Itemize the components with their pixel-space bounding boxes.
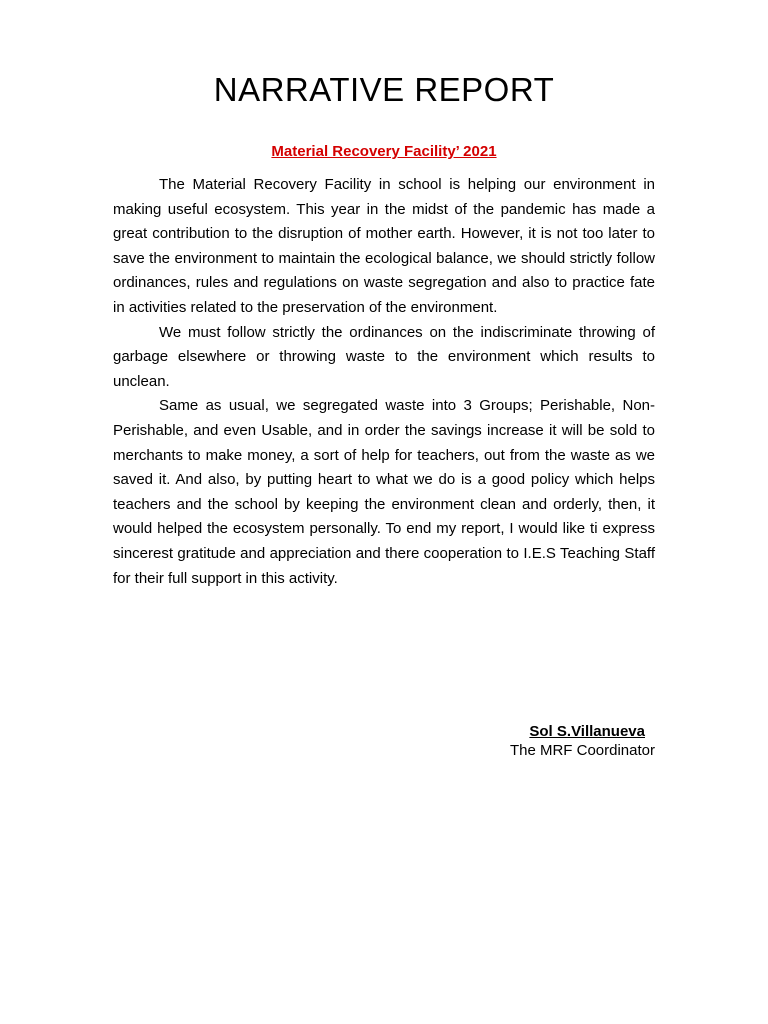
signatory-name: Sol S.Villanueva	[529, 723, 645, 740]
document-title: NARRATIVE REPORT	[213, 71, 555, 108]
signatory-role: The MRF Coordinator	[509, 742, 655, 759]
report-body	[113, 173, 655, 591]
report-paragraph-3: Same as usual, we segregated waste into 3 Groups; Perishable, Non-Perishable, and even Usable, and in order the savings increase it will be sold to merchants to make money, a sort of help for teachers, out from the waste as we saved it. And also, by putting heart to what we do is a good policy which helps teachers and the school by keeping the environment clean and orderly, then, it would helped the ecosystem personally. To end my report, I would like ti express sincerest gratitude and appreciation and there cooperation to I.E.S Teaching Staff for their full support in this activity.	[113, 397, 655, 587]
document-subtitle: Material Recovery Facility’ 2021	[271, 143, 497, 160]
report-paragraph-1: The Material Recovery Facility in school is helping our environment in making useful ecosystem. This year in the midst of the pandemic has made a great contribution to the disruption of mother earth. However, it is not too later to save the environment to maintain the ecological balance, we should strictly follow ordinances, rules and regulations on waste segregation and also to practice fate in activities related to the preservation of the environment.	[113, 176, 655, 316]
signature-block	[510, 722, 655, 760]
report-paragraph-2: We must follow strictly the ordinances on the indiscriminate throwing of garbage elsewhere or throwing waste to the environment which results to unclean.	[113, 323, 655, 390]
